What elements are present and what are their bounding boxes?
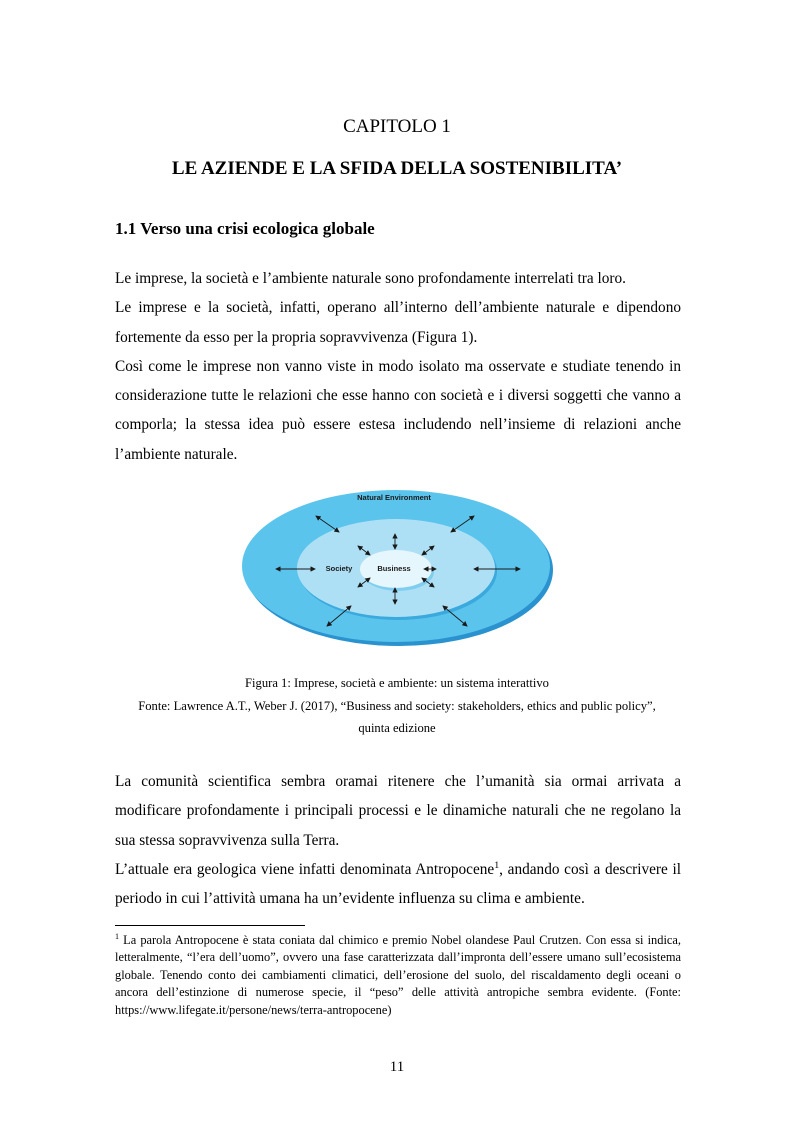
business-label: Business: [377, 564, 411, 573]
natural-environment-label: Natural Environment: [357, 493, 431, 502]
figure-source-edition: quinta edizione: [358, 721, 436, 735]
footnote-separator: [115, 925, 305, 926]
figure-source: Fonte: Lawrence A.T., Weber J. (2017), “Business and society: stakeholders, ethics and public policy”,: [138, 699, 656, 713]
paragraph: La comunità scientifica sembra oramai ritenere che l’umanità sia ormai arrivata a modificare profondamente i principali processi e le dinamiche naturali che ne regolano la sua stessa sopravvivenza sulla Terra.: [115, 773, 681, 849]
figure-caption: Figura 1: Imprese, società e ambiente: un sistema interattivo: [245, 676, 549, 690]
footnote-text: La parola Antropocene è stata coniata dal chimico e premio Nobel olandese Paul Crutzen. Con essa si indica, letteralmente, “l’era dell’uomo”, ovvero una fase caratterizzata dall’impronta dell’essere umano sull’ecosistema globale. Tenendo conto dei cambiamenti climatici, dell’erosione del suolo, del riscaldamento degli oceani o ancora dell’estinzione di numerose specie, il “peso” delle attività antropiche sembra evidente. (Fonte: https://www.lifegate.it/persone/news/terra-antropocene): [115, 933, 681, 1017]
footnote-marker: 1: [115, 931, 120, 941]
paragraph: Le imprese e la società, infatti, operano all’interno dell’ambiente naturale e dipendono fortemente da esso per la propria sopravvivenza (Figura 1).: [115, 299, 681, 346]
society-label: Society: [325, 564, 353, 573]
paragraph: Le imprese, la società e l’ambiente naturale sono profondamente interrelati tra loro.: [115, 270, 626, 287]
section-heading: 1.1 Verso una crisi ecologica globale: [115, 219, 375, 238]
paragraph-text: L’attuale era geologica viene infatti denominata Antropocene: [115, 860, 495, 878]
paragraph: Così come le imprese non vanno viste in modo isolato ma osservate e studiate tenendo in considerazione tutte le relazioni che esse hanno con società e i diversi soggetti che vanno a comporla; la stessa idea può essere estesa includendo nell’insieme di relazioni anche l’ambiente naturale.: [115, 357, 681, 463]
footnote: [115, 932, 681, 1019]
body-paragraphs: [115, 767, 681, 913]
intro-paragraphs: [115, 264, 681, 469]
paragraph: [115, 855, 681, 914]
chapter-title: LE AZIENDE E LA SFIDA DELLA SOSTENIBILITA’: [171, 158, 623, 179]
footnote-reference[interactable]: 1: [494, 859, 500, 871]
chapter-heading: CAPITOLO 1: [343, 116, 451, 137]
page-number: 11: [389, 1059, 405, 1075]
interactive-system-diagram: [238, 478, 556, 648]
paragraph-text: , andando così a descrivere il periodo in cui l’attività umana ha un’evidente influenza su clima e ambiente.: [115, 860, 681, 908]
